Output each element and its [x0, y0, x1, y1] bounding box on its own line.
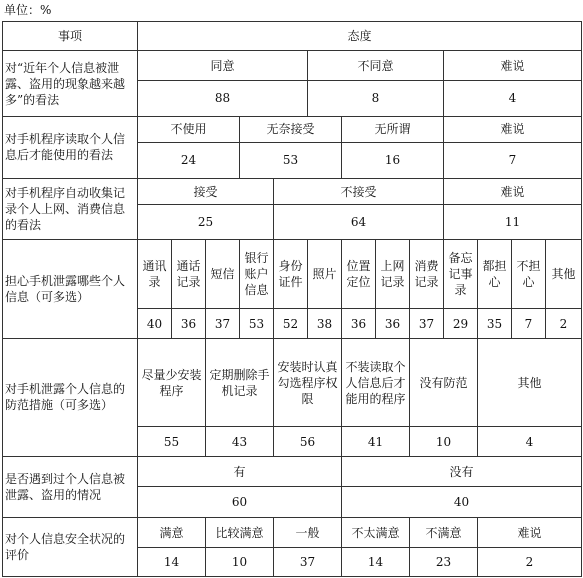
option-value: 55 [138, 427, 206, 456]
option-value: 56 [274, 427, 342, 456]
table-row [3, 338, 582, 426]
option-value: 41 [342, 427, 410, 456]
question-label: 对“近年个人信息被泄露、盗用的现象越来越多”的看法 [3, 51, 138, 116]
option-label: 没有 [342, 456, 582, 487]
option-value: 7 [512, 309, 546, 338]
option-value: 88 [138, 80, 308, 116]
option-label: 位置定位 [342, 239, 376, 309]
option-label: 短信 [206, 239, 240, 309]
option-value: 64 [274, 205, 444, 240]
question-label: 对个人信息安全状况的评价 [3, 517, 138, 576]
option-label: 接受 [138, 178, 274, 204]
option-label: 难说 [444, 116, 582, 142]
question-label: 对手机泄露个人信息的防范措施（可多选） [3, 338, 138, 456]
option-value: 52 [274, 309, 308, 338]
option-label: 不满意 [410, 517, 478, 548]
option-label: 不太满意 [342, 517, 410, 548]
option-label: 照片 [308, 239, 342, 309]
table-row [3, 51, 582, 80]
table-row [3, 239, 582, 309]
option-label: 上网记录 [376, 239, 410, 309]
option-label: 没有防范 [410, 338, 478, 426]
option-label: 其他 [478, 338, 582, 426]
option-value: 4 [478, 427, 582, 456]
option-value: 53 [240, 309, 274, 338]
table-row [3, 116, 582, 142]
option-value: 8 [308, 80, 444, 116]
option-value: 14 [342, 548, 410, 577]
table-row [3, 178, 582, 204]
option-value: 36 [172, 309, 206, 338]
question-label: 对手机程序读取个人信息后才能使用的看法 [3, 116, 138, 178]
option-label: 通话记录 [172, 239, 206, 309]
option-value: 23 [410, 548, 478, 577]
option-value: 2 [478, 548, 582, 577]
survey-table [2, 21, 582, 577]
option-label: 难说 [444, 51, 582, 80]
option-value: 35 [478, 309, 512, 338]
option-label: 有 [138, 456, 342, 487]
option-label: 通讯录 [138, 239, 172, 309]
option-value: 10 [410, 427, 478, 456]
table-row [3, 517, 582, 548]
option-label: 不接受 [274, 178, 444, 204]
option-value: 2 [546, 309, 582, 338]
question-label: 担心手机泄露哪些个人信息（可多选） [3, 239, 138, 338]
option-value: 40 [342, 487, 582, 518]
option-value: 4 [444, 80, 582, 116]
option-label: 银行账户信息 [240, 239, 274, 309]
table-row [3, 456, 582, 487]
option-label: 一般 [274, 517, 342, 548]
option-value: 60 [138, 487, 342, 518]
option-value: 37 [206, 309, 240, 338]
option-value: 40 [138, 309, 172, 338]
option-label: 身份证件 [274, 239, 308, 309]
option-value: 11 [444, 205, 582, 240]
option-label: 都担心 [478, 239, 512, 309]
header-row [3, 22, 582, 51]
option-label: 满意 [138, 517, 206, 548]
option-label: 其他 [546, 239, 582, 309]
option-label: 不使用 [138, 116, 240, 142]
option-label: 难说 [478, 517, 582, 548]
option-value: 53 [240, 143, 342, 179]
option-label: 不同意 [308, 51, 444, 80]
header-item: 事项 [3, 22, 138, 51]
option-label: 定期删除手机记录 [206, 338, 274, 426]
option-label: 难说 [444, 178, 582, 204]
option-value: 14 [138, 548, 206, 577]
option-value: 37 [410, 309, 444, 338]
option-value: 38 [308, 309, 342, 338]
option-value: 36 [342, 309, 376, 338]
option-label: 不担心 [512, 239, 546, 309]
header-attitude: 态度 [138, 22, 582, 51]
option-label: 无奈接受 [240, 116, 342, 142]
option-label: 无所谓 [342, 116, 444, 142]
option-value: 37 [274, 548, 342, 577]
option-value: 25 [138, 205, 274, 240]
option-label: 安装时认真勾选程序权限 [274, 338, 342, 426]
option-label: 尽量少安装程序 [138, 338, 206, 426]
option-value: 10 [206, 548, 274, 577]
option-value: 43 [206, 427, 274, 456]
question-label: 对手机程序自动收集记录个人上网、消费信息的看法 [3, 178, 138, 239]
option-value: 7 [444, 143, 582, 179]
option-value: 16 [342, 143, 444, 179]
option-label: 消费记录 [410, 239, 444, 309]
option-label: 比较满意 [206, 517, 274, 548]
unit-label: 单位：% [4, 3, 52, 17]
question-label: 是否遇到过个人信息被泄露、盗用的情况 [3, 456, 138, 517]
option-value: 36 [376, 309, 410, 338]
option-label: 不装读取个人信息后才能用的程序 [342, 338, 410, 426]
option-value: 29 [444, 309, 478, 338]
option-label: 同意 [138, 51, 308, 80]
option-value: 24 [138, 143, 240, 179]
option-label: 备忘记事录 [444, 239, 478, 309]
